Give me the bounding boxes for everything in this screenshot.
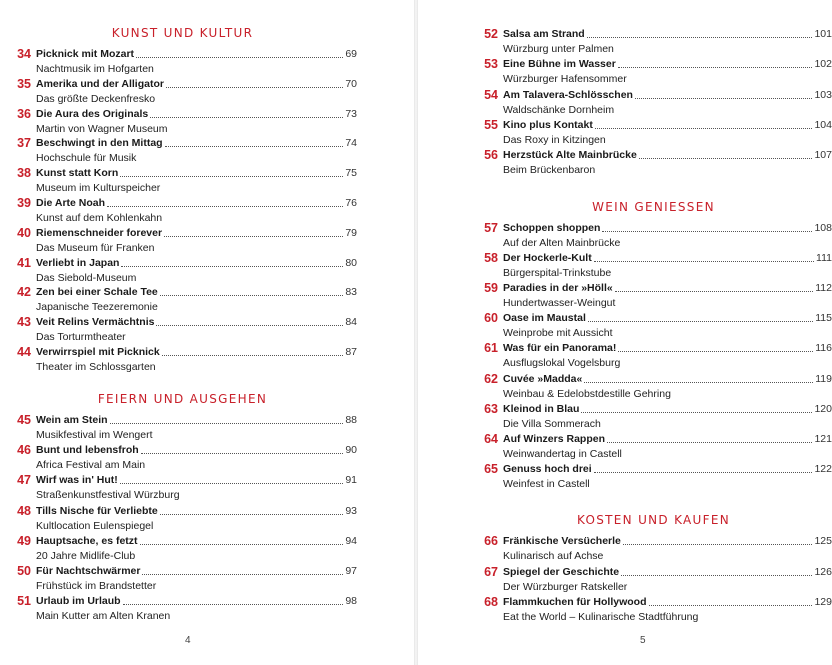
toc-entry[interactable] xyxy=(475,27,832,57)
entry-subtitle: Kultlocation Eulenspiegel xyxy=(36,519,154,532)
entry-line xyxy=(503,341,832,356)
dot-leader xyxy=(615,290,814,292)
dot-leader xyxy=(635,97,813,99)
entry-title[interactable]: Paradies in der »Höll« xyxy=(503,282,613,295)
entry-title[interactable]: Der Hockerle-Kult xyxy=(503,252,592,265)
entry-title[interactable]: Amerika und der Alligator xyxy=(36,77,164,90)
entry-subtitle: Main Kutter am Alten Kranen xyxy=(36,610,171,623)
entry-title[interactable]: Bunt und lebensfroh xyxy=(36,444,139,457)
dot-leader xyxy=(150,116,343,118)
entry-page-number[interactable]: 104 xyxy=(814,118,832,131)
chapter-number: 59 xyxy=(484,281,498,296)
entry-page-number[interactable]: 112 xyxy=(815,282,832,295)
dot-leader xyxy=(594,471,813,473)
entry-page-number[interactable]: 75 xyxy=(345,167,357,180)
dot-leader xyxy=(110,422,344,424)
chapter-number: 40 xyxy=(17,225,31,240)
entry-subtitle: Würzburger Hafensommer xyxy=(503,73,627,86)
chapter-number: 49 xyxy=(17,533,31,548)
entry-title[interactable]: Picknick mit Mozart xyxy=(36,48,135,60)
section-heading: FEIERN UND AUSGEHEN xyxy=(97,392,268,406)
chapter-number: 68 xyxy=(484,595,498,609)
entry-page-number[interactable]: 70 xyxy=(345,77,357,90)
entry-title[interactable]: Verwirrspiel mit Picknick xyxy=(36,346,160,358)
dot-leader xyxy=(581,411,812,413)
entry-subtitle: Bürgerspital-Trinkstube xyxy=(503,267,612,280)
entry-line xyxy=(503,88,832,103)
chapter-number: 34 xyxy=(17,47,31,61)
entry-line xyxy=(503,595,832,610)
chapter-number: 38 xyxy=(17,166,31,181)
dot-leader xyxy=(160,513,344,515)
dot-leader xyxy=(639,157,813,159)
toc-entry[interactable] xyxy=(8,136,357,166)
entry-page-number[interactable]: 87 xyxy=(345,346,357,358)
dot-leader xyxy=(587,36,813,38)
entry-line xyxy=(36,196,357,211)
entry-line xyxy=(503,281,832,296)
entry-line xyxy=(36,443,357,458)
dot-leader xyxy=(166,86,343,88)
entry-line xyxy=(36,473,357,488)
entry-page-number[interactable]: 129 xyxy=(814,596,832,608)
entry-line xyxy=(36,315,357,330)
entry-page-number[interactable]: 88 xyxy=(345,414,357,426)
toc-entry[interactable] xyxy=(8,534,357,564)
chapter-number: 39 xyxy=(17,196,31,210)
toc-entry[interactable] xyxy=(475,221,832,251)
dot-leader xyxy=(649,604,813,606)
toc-entry[interactable] xyxy=(475,462,832,492)
entry-page-number[interactable]: 108 xyxy=(814,222,832,234)
entry-title[interactable]: Die Aura des Originals xyxy=(36,107,149,120)
toc-entry[interactable] xyxy=(8,196,357,226)
dot-leader xyxy=(123,603,344,605)
entry-subtitle: Die Villa Sommerach xyxy=(503,417,601,430)
entry-page-number[interactable]: 90 xyxy=(345,444,357,457)
entry-page-number[interactable]: 79 xyxy=(345,226,357,239)
entry-line xyxy=(36,285,357,300)
entry-line xyxy=(36,594,357,609)
entry-subtitle: Würzburg unter Palmen xyxy=(503,43,614,55)
entry-subtitle: Frühstück im Brandstetter xyxy=(36,580,157,592)
dot-leader xyxy=(618,350,813,352)
entry-subtitle: Martin von Wagner Museum xyxy=(36,122,168,135)
toc-entry[interactable] xyxy=(475,341,832,371)
left-page xyxy=(0,0,414,665)
entry-page-number[interactable]: 107 xyxy=(814,149,832,162)
entry-line xyxy=(503,462,832,477)
entry-subtitle: 20 Jahre Midlife-Club xyxy=(36,549,136,562)
chapter-number: 48 xyxy=(17,503,31,518)
dot-leader xyxy=(160,294,344,296)
dot-leader xyxy=(141,452,344,454)
dot-leader xyxy=(623,543,813,545)
entry-subtitle: Waldschänke Dornheim xyxy=(503,103,615,116)
entry-subtitle: Straßenkunstfestival Würzburg xyxy=(36,489,180,502)
entry-page-number[interactable]: 101 xyxy=(814,28,832,40)
entry-title[interactable]: Spiegel der Geschichte xyxy=(503,565,620,578)
chapter-number: 60 xyxy=(484,311,498,326)
toc-entry[interactable] xyxy=(475,595,832,625)
entry-line xyxy=(503,221,832,236)
entry-title[interactable]: Herzstück Alte Mainbrücke xyxy=(503,149,637,162)
entry-title[interactable]: Die Arte Noah xyxy=(36,197,106,209)
entry-subtitle: Nachtmusik im Hofgarten xyxy=(36,63,154,75)
entry-subtitle: Weinwandertag in Castell xyxy=(503,447,622,460)
entry-page-number[interactable]: 83 xyxy=(345,286,357,299)
toc-entry[interactable] xyxy=(475,88,832,118)
entry-subtitle: Hundertwasser-Weingut xyxy=(503,297,616,310)
dot-leader xyxy=(594,260,814,262)
dot-leader xyxy=(584,381,813,383)
dot-leader xyxy=(164,235,343,237)
entry-subtitle: Hochschule für Musik xyxy=(36,152,137,165)
entry-line xyxy=(503,402,832,417)
toc-entry[interactable] xyxy=(475,402,832,432)
entry-title[interactable]: Hauptsache, es fetzt xyxy=(36,534,138,547)
chapter-number: 63 xyxy=(484,401,498,416)
entry-line xyxy=(503,311,832,326)
chapter-number: 45 xyxy=(17,413,31,427)
entry-title[interactable]: Wirf was in' Hut! xyxy=(36,474,118,487)
entry-subtitle: Auf der Alten Mainbrücke xyxy=(503,237,621,249)
chapter-number: 36 xyxy=(17,106,31,121)
entry-title[interactable]: Tills Nische für Verliebte xyxy=(36,504,158,517)
entry-subtitle: Ausflugslokal Vogelsburg xyxy=(503,357,621,370)
chapter-number: 37 xyxy=(17,136,31,151)
entry-subtitle: Das größte Deckenfresko xyxy=(36,92,156,105)
chapter-number: 64 xyxy=(484,431,498,446)
toc-entry[interactable] xyxy=(8,315,357,345)
entry-line xyxy=(36,47,357,62)
entry-line xyxy=(36,345,357,360)
entry-title[interactable]: Oase im Maustal xyxy=(503,312,586,325)
entry-title[interactable]: Flammkuchen für Hollywood xyxy=(503,596,647,608)
entry-subtitle: Musikfestival im Wengert xyxy=(36,429,153,441)
entry-subtitle: Theater im Schlossgarten xyxy=(36,361,156,373)
toc-entry[interactable] xyxy=(8,107,357,137)
entry-line xyxy=(503,118,832,133)
dot-leader xyxy=(165,145,344,147)
entry-page-number[interactable]: 84 xyxy=(345,316,357,329)
entry-title[interactable]: Wein am Stein xyxy=(36,414,108,426)
entry-title[interactable]: Kleinod in Blau xyxy=(503,402,580,415)
entry-subtitle: Kunst auf dem Kohlenkahn xyxy=(36,212,163,224)
dot-leader xyxy=(621,574,812,576)
entry-subtitle: Weinprobe mit Aussicht xyxy=(503,327,613,340)
entry-subtitle: Kulinarisch auf Achse xyxy=(503,550,604,562)
toc-entry[interactable] xyxy=(8,47,357,77)
entry-page-number[interactable]: 93 xyxy=(345,504,357,517)
entry-title[interactable]: Auf Winzers Rappen xyxy=(503,432,605,445)
entry-page-number[interactable]: 69 xyxy=(345,48,357,60)
chapter-number: 62 xyxy=(484,371,498,386)
entry-title[interactable]: Urlaub im Urlaub xyxy=(36,595,121,608)
entry-page-number[interactable]: 102 xyxy=(814,58,832,71)
toc-entry[interactable] xyxy=(475,432,832,462)
chapter-number: 51 xyxy=(17,594,31,609)
entry-page-number[interactable]: 125 xyxy=(814,535,832,547)
entry-subtitle: Museum im Kulturspeicher xyxy=(36,182,161,195)
toc-entry[interactable] xyxy=(475,251,832,281)
page-number: 4 xyxy=(185,635,191,646)
entry-line xyxy=(503,372,832,387)
entry-line xyxy=(36,256,357,271)
entry-page-number[interactable]: 80 xyxy=(345,256,357,269)
entry-subtitle: Das Roxy in Kitzingen xyxy=(503,133,606,146)
entry-page-number[interactable]: 120 xyxy=(814,402,832,415)
entry-subtitle: Beim Brückenbaron xyxy=(503,164,596,177)
toc-entry[interactable] xyxy=(8,345,357,375)
entry-subtitle: Das Museum für Franken xyxy=(36,241,155,254)
chapter-number: 57 xyxy=(484,221,498,235)
entry-title[interactable]: Genuss hoch drei xyxy=(503,462,592,475)
entry-title[interactable]: Verliebt in Japan xyxy=(36,256,120,269)
toc-entry[interactable] xyxy=(8,226,357,256)
entry-line xyxy=(36,77,357,92)
dot-leader xyxy=(156,324,343,326)
entry-page-number[interactable]: 121 xyxy=(814,432,832,445)
entry-line xyxy=(503,251,832,266)
toc-entry[interactable] xyxy=(475,534,832,564)
chapter-number: 35 xyxy=(17,76,31,91)
dot-leader xyxy=(588,320,813,322)
dot-leader xyxy=(136,56,343,58)
toc-entry[interactable] xyxy=(475,281,832,311)
entry-page-number[interactable]: 111 xyxy=(816,252,832,265)
chapter-number: 53 xyxy=(484,57,498,72)
entry-line xyxy=(503,27,832,42)
entry-page-number[interactable]: 91 xyxy=(345,474,357,487)
chapter-number: 43 xyxy=(17,315,31,330)
toc-entry[interactable] xyxy=(475,372,832,402)
toc-entry[interactable] xyxy=(475,311,832,341)
entry-line xyxy=(36,107,357,122)
chapter-number: 47 xyxy=(17,473,31,488)
entry-title[interactable]: Schoppen shoppen xyxy=(503,222,601,234)
chapter-number: 61 xyxy=(484,341,498,356)
dot-leader xyxy=(595,127,813,129)
dot-leader xyxy=(618,66,813,68)
entry-line xyxy=(503,432,832,447)
chapter-number: 46 xyxy=(17,443,31,458)
toc-entry[interactable] xyxy=(8,594,357,624)
chapter-number: 66 xyxy=(484,534,498,548)
entry-line xyxy=(503,534,832,549)
entry-line xyxy=(503,565,832,580)
entry-line xyxy=(36,564,357,579)
toc-entry[interactable] xyxy=(8,564,357,594)
entry-page-number[interactable]: 126 xyxy=(814,565,832,578)
chapter-number: 67 xyxy=(484,564,498,579)
chapter-number: 54 xyxy=(484,87,498,102)
entry-subtitle: Weinbau & Edelobstdestille Gehring xyxy=(503,387,671,400)
dot-leader xyxy=(107,205,343,207)
dot-leader xyxy=(162,354,344,356)
dot-leader xyxy=(602,230,812,232)
dot-leader xyxy=(140,543,344,545)
entry-title[interactable]: Beschwingt in den Mittag xyxy=(36,137,163,150)
entry-page-number[interactable]: 76 xyxy=(345,197,357,209)
entry-subtitle: Japanische Teezeremonie xyxy=(36,301,158,314)
chapter-number: 65 xyxy=(484,461,498,476)
entry-subtitle: Der Würzburger Ratskeller xyxy=(503,580,628,593)
toc-entry[interactable] xyxy=(475,565,832,595)
entry-page-number[interactable]: 116 xyxy=(815,342,832,355)
toc-entry[interactable] xyxy=(8,443,357,473)
chapter-number: 56 xyxy=(484,148,498,163)
entry-subtitle: Eat the World – Kulinarische Stadtführung xyxy=(503,611,699,623)
entry-page-number[interactable]: 94 xyxy=(345,534,357,547)
dot-leader xyxy=(142,573,343,575)
chapter-number: 44 xyxy=(17,345,31,359)
entry-subtitle: Das Torturmtheater xyxy=(36,331,126,344)
entry-page-number[interactable]: 73 xyxy=(345,107,357,120)
toc-entry[interactable] xyxy=(8,413,357,443)
toc-entry[interactable] xyxy=(8,504,357,534)
toc-entry[interactable] xyxy=(8,285,357,315)
chapter-number: 42 xyxy=(17,285,31,300)
dot-leader xyxy=(120,482,344,484)
chapter-number: 50 xyxy=(17,564,31,578)
entry-line xyxy=(36,136,357,151)
entry-subtitle: Africa Festival am Main xyxy=(36,459,146,472)
entry-title[interactable]: Cuvée »Madda« xyxy=(503,372,583,385)
toc-entry[interactable] xyxy=(475,118,832,148)
entry-title[interactable]: Kino plus Kontakt xyxy=(503,118,593,131)
entry-page-number[interactable]: 103 xyxy=(814,88,832,101)
entry-title[interactable]: Kunst statt Korn xyxy=(36,167,119,180)
entry-line xyxy=(36,226,357,241)
chapter-number: 52 xyxy=(484,27,498,41)
entry-page-number[interactable]: 119 xyxy=(815,372,832,385)
chapter-number: 58 xyxy=(484,251,498,266)
entry-page-number[interactable]: 98 xyxy=(345,595,357,608)
entry-line xyxy=(36,166,357,181)
toc-entry[interactable] xyxy=(475,148,832,178)
entry-subtitle: Das Siebold-Museum xyxy=(36,271,137,284)
toc-entry[interactable] xyxy=(8,77,357,107)
page-number: 5 xyxy=(640,635,646,646)
entry-page-number[interactable]: 74 xyxy=(345,137,357,150)
dot-leader xyxy=(120,175,343,177)
section-heading: KUNST UND KULTUR xyxy=(111,26,254,40)
right-page xyxy=(418,0,832,665)
entry-subtitle: Weinfest in Castell xyxy=(503,477,590,490)
entry-title[interactable]: Veit Relins Vermächtnis xyxy=(36,316,155,329)
entry-line xyxy=(36,413,357,428)
entry-title[interactable]: Zen bei einer Schale Tee xyxy=(36,286,158,299)
entry-page-number[interactable]: 115 xyxy=(815,312,832,325)
entry-page-number[interactable]: 97 xyxy=(345,565,357,577)
entry-title[interactable]: Was für ein Panorama! xyxy=(503,342,617,355)
section-heading: KOSTEN UND KAUFEN xyxy=(576,513,730,527)
section-heading: WEIN GENIESSEN xyxy=(592,200,715,214)
toc-entry[interactable] xyxy=(8,256,357,286)
entry-title[interactable]: Fränkische Versücherle xyxy=(503,535,621,547)
entry-title[interactable]: Für Nachtschwärmer xyxy=(36,565,141,577)
entry-page-number[interactable]: 122 xyxy=(814,462,832,475)
entry-title[interactable]: Eine Bühne im Wasser xyxy=(503,58,616,71)
dot-leader xyxy=(121,265,343,267)
entry-title[interactable]: Salsa am Strand xyxy=(503,28,585,40)
toc-entry[interactable] xyxy=(475,57,832,87)
chapter-number: 41 xyxy=(17,255,31,270)
entry-title[interactable]: Riemenschneider forever xyxy=(36,226,163,239)
chapter-number: 55 xyxy=(484,117,498,132)
entry-line xyxy=(503,57,832,72)
dot-leader xyxy=(607,441,812,443)
entry-line xyxy=(36,504,357,519)
toc-entry[interactable] xyxy=(8,473,357,503)
entry-title[interactable]: Am Talavera-Schlösschen xyxy=(503,88,633,101)
entry-line xyxy=(503,148,832,163)
entry-line xyxy=(36,534,357,549)
toc-entry[interactable] xyxy=(8,166,357,196)
